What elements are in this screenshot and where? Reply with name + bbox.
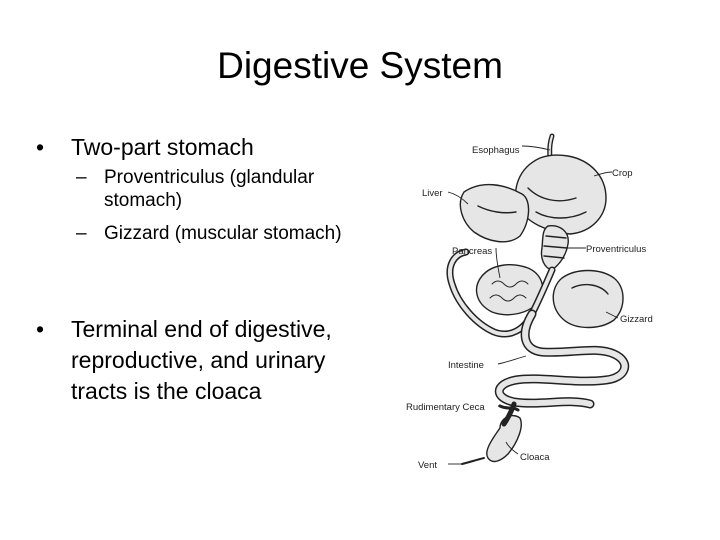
label-esophagus: Esophagus bbox=[472, 145, 520, 156]
digestive-system-diagram bbox=[400, 128, 675, 478]
label-rudimentary-ceca: Rudimentary Ceca bbox=[406, 402, 485, 413]
liver-shape bbox=[460, 185, 528, 242]
sub-bullet-mark: – bbox=[76, 167, 87, 188]
leader-esophagus bbox=[522, 146, 550, 150]
label-vent: Vent bbox=[418, 460, 438, 471]
bullet-two-part-stomach bbox=[36, 132, 254, 163]
sub-bullet-proventriculus bbox=[76, 166, 391, 212]
label-crop: Crop bbox=[612, 168, 633, 179]
vent-shape bbox=[462, 458, 484, 464]
gizzard-shape bbox=[553, 271, 623, 328]
sub-bullet-text: Gizzard (muscular stomach) bbox=[104, 223, 342, 244]
sub-bullet-gizzard bbox=[76, 222, 391, 245]
label-proventriculus: Proventriculus bbox=[586, 244, 647, 255]
sub-bullet-mark: – bbox=[76, 223, 87, 244]
sub-bullet-text: Proventriculus (glandular stomach) bbox=[104, 167, 315, 211]
bullet-text: Two-part stomach bbox=[71, 134, 254, 160]
slide-title: Digestive System bbox=[217, 45, 503, 86]
label-pancreas: Pancreas bbox=[452, 246, 493, 257]
label-intestine: Intestine bbox=[448, 360, 484, 371]
bullet-cloaca bbox=[36, 314, 376, 407]
leader-intestine bbox=[498, 356, 526, 364]
bullet-mark: • bbox=[36, 316, 45, 342]
bullet-text: Terminal end of digestive, reproductive, and urinary tracts is the cloaca bbox=[71, 316, 332, 404]
crop-shape bbox=[516, 155, 606, 234]
label-liver: Liver bbox=[422, 188, 443, 199]
label-cloaca: Cloaca bbox=[520, 452, 550, 463]
bullet-mark: • bbox=[36, 134, 45, 160]
label-gizzard: Gizzard bbox=[620, 314, 653, 325]
digestive-diagram-svg bbox=[400, 128, 675, 478]
